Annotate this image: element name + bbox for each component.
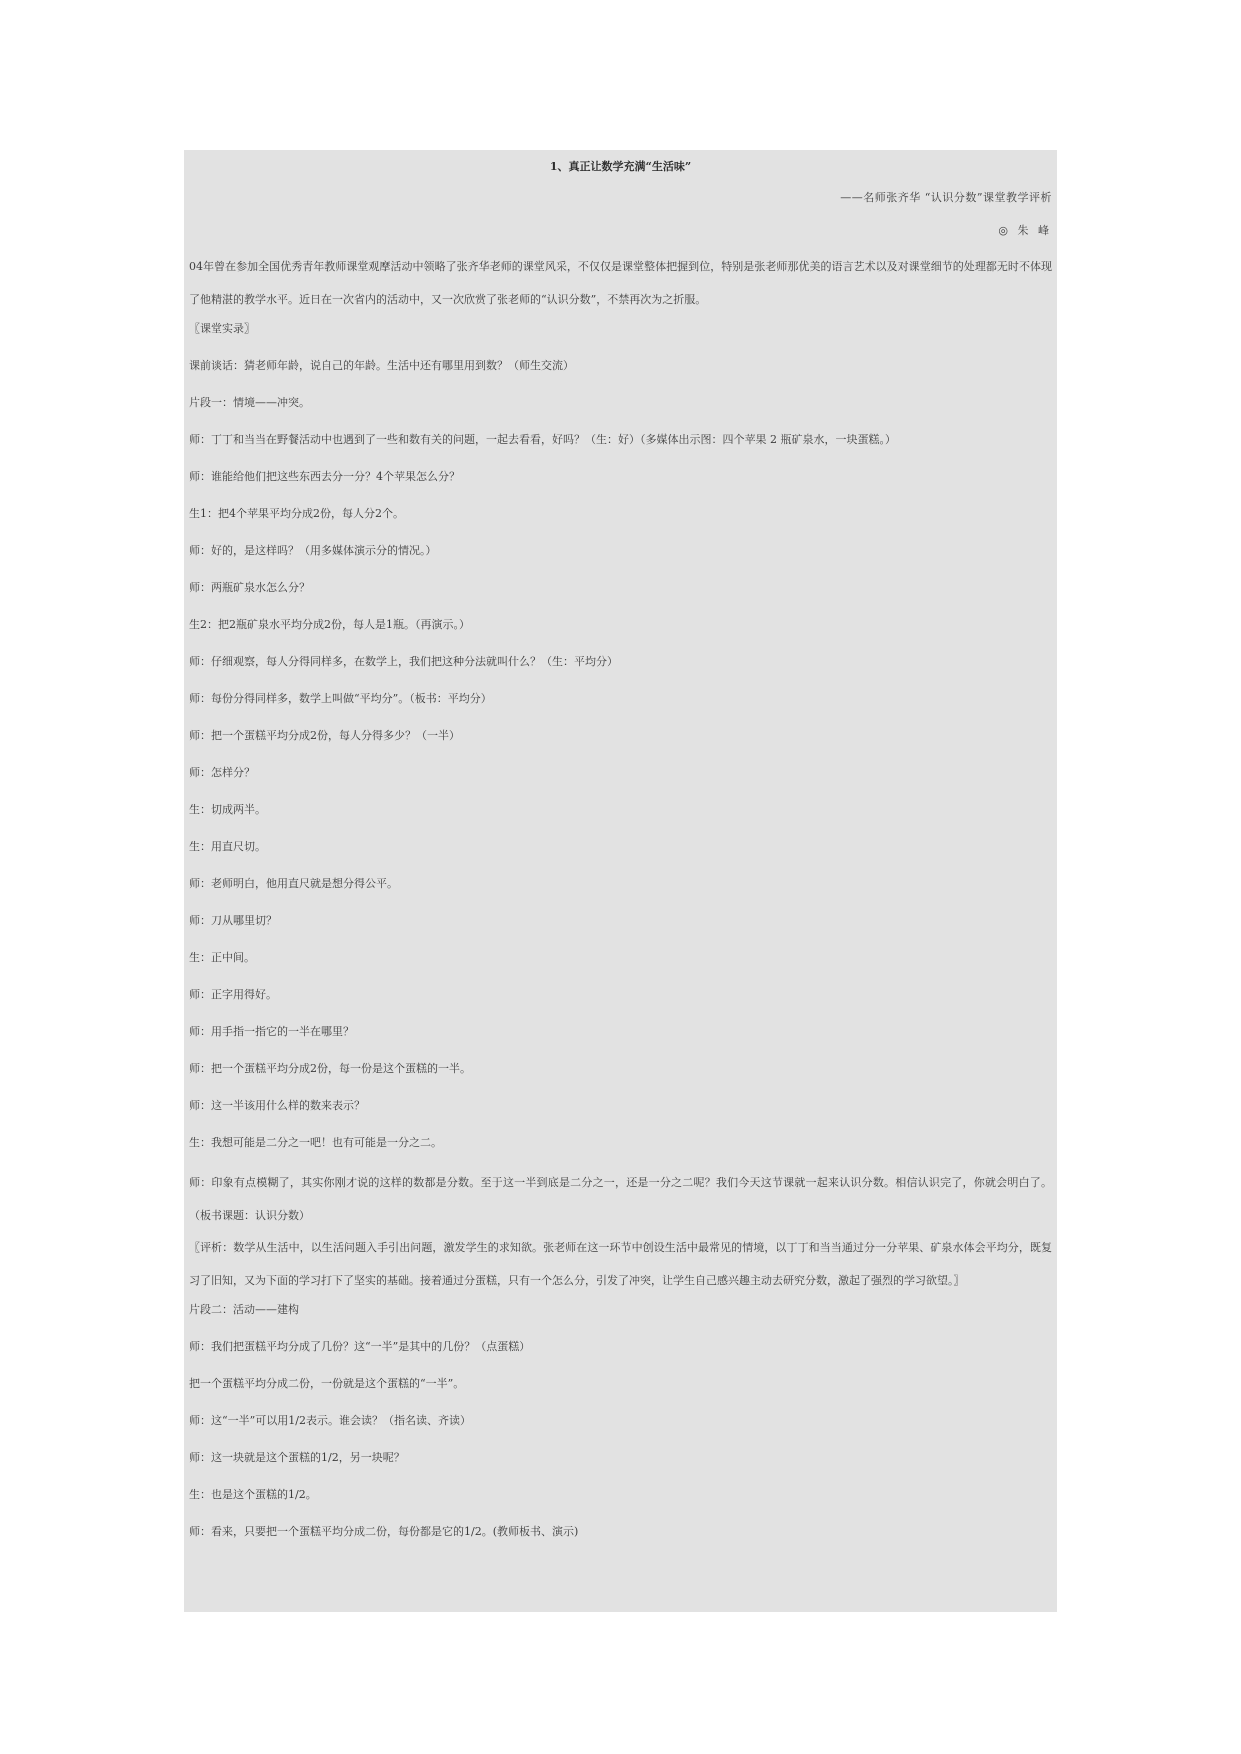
text-line: 生：用直尺切。 bbox=[189, 840, 266, 853]
text-line: 师：刀从哪里切？ bbox=[189, 914, 277, 927]
transcript-lines bbox=[189, 320, 1052, 1171]
text-line: 师：这一半该用什么样的数来表示？ bbox=[189, 1099, 365, 1112]
text-line: 生：我想可能是二分之一吧！也有可能是一分之二。 bbox=[189, 1136, 442, 1149]
document-author: ◎ 朱 峰 bbox=[998, 224, 1052, 237]
text-line: 师：谁能给他们把这些东西去分一分？4个苹果怎么分？ bbox=[189, 470, 460, 483]
document-title: 1、真正让数学充满“生活味” bbox=[549, 160, 692, 173]
text-line: 师：正字用得好。 bbox=[189, 988, 277, 1001]
text-line: 师：把一个蛋糕平均分成2份，每人分得多少？（一半） bbox=[189, 729, 460, 742]
document-subtitle: ——名师张齐华 “认识分数”课堂教学评析 bbox=[840, 191, 1052, 204]
text-line: 师：用手指一指它的一半在哪里？ bbox=[189, 1025, 354, 1038]
text-line: 把一个蛋糕平均分成二份，一份就是这个蛋糕的“一半”。 bbox=[189, 1377, 465, 1390]
text-line: 生2：把2瓶矿泉水平均分成2份，每人是1瓶。（再演示。） bbox=[189, 618, 470, 631]
teacher-paragraph: 师：印象有点模糊了，其实你刚才说的这样的数都是分数。至于这一半到底是二分之一，还是一分之二呢？我们今天这节课就一起来认识分数。相信认识完了，你就会明白了。（板书课题：认识分数） bbox=[189, 1176, 1052, 1222]
commentary-paragraph: 〖评析：数学从生活中，以生活问题入手引出问题，激发学生的求知欲。张老师在这一环节中创设生活中最常见的情境，以丁丁和当当通过分一分苹果、矿泉水体会平均分，既复习了旧知，又为下面的学习打下了坚实的基础。接着通过分蛋糕，只有一个怎么分，引发了冲突，让学生自己感兴趣主动去研究分数，激起了强烈的学习欲望。〗 bbox=[189, 1241, 1052, 1287]
text-line: 师：丁丁和当当在野餐活动中也遇到了一些和数有关的问题，一起去看看，好吗？（生：好）（多媒体出示图：四个苹果 2 瓶矿泉水，一块蛋糕。） bbox=[189, 433, 896, 446]
text-line: 〖课堂实录〗 bbox=[189, 322, 255, 335]
text-line: 师：我们把蛋糕平均分成了几份？这“一半”是其中的几份？（点蛋糕） bbox=[189, 1340, 531, 1353]
text-line: 片段一：情境——冲突。 bbox=[189, 396, 310, 409]
text-line: 师：这一块就是这个蛋糕的1/2，另一块呢？ bbox=[189, 1451, 405, 1464]
text-line: 师：仔细观察，每人分得同样多，在数学上，我们把这种分法就叫什么？（生：平均分） bbox=[189, 655, 618, 668]
intro-paragraph: 04年曾在参加全国优秀青年教师课堂观摩活动中领略了张齐华老师的课堂风采，不仅仅是课堂整体把握到位，特别是张老师那优美的语言艺术以及对课堂细节的处理都无时不体现了他精湛的教学水平。近日在一次省内的活动中，又一次欣赏了张老师的“认识分数”，不禁再次为之折服。 bbox=[189, 260, 1052, 306]
text-line: 生：也是这个蛋糕的1/2。 bbox=[189, 1488, 317, 1501]
text-line: 师：好的，是这样吗？（用多媒体演示分的情况。） bbox=[189, 544, 437, 557]
text-line: 片段二：活动——建构 bbox=[189, 1303, 299, 1316]
text-line: 师：怎样分？ bbox=[189, 766, 255, 779]
text-line: 师：老师明白，他用直尺就是想分得公平。 bbox=[189, 877, 398, 890]
text-line: 师：看来，只要把一个蛋糕平均分成二份，每份都是它的1/2。(教师板书、演示) bbox=[189, 1525, 579, 1538]
text-line: 课前谈话：猜老师年龄，说自己的年龄。生活中还有哪里用到数？（师生交流） bbox=[189, 359, 574, 372]
text-line: 师：两瓶矿泉水怎么分？ bbox=[189, 581, 310, 594]
text-line: 生：切成两半。 bbox=[189, 803, 266, 816]
text-line: 生1：把4个苹果平均分成2份，每人分2个。 bbox=[189, 507, 404, 520]
text-line: 生：正中间。 bbox=[189, 951, 255, 964]
text-line: 师：这“一半”可以用1/2表示。谁会读？（指名读、齐读） bbox=[189, 1414, 471, 1427]
text-line: 师：把一个蛋糕平均分成2份，每一份是这个蛋糕的一半。 bbox=[189, 1062, 471, 1075]
transcript-lines-2 bbox=[189, 1301, 1052, 1560]
document-panel bbox=[184, 150, 1057, 1612]
text-line: 师：每份分得同样多，数学上叫做“平均分”。（板书：平均分） bbox=[189, 692, 492, 705]
